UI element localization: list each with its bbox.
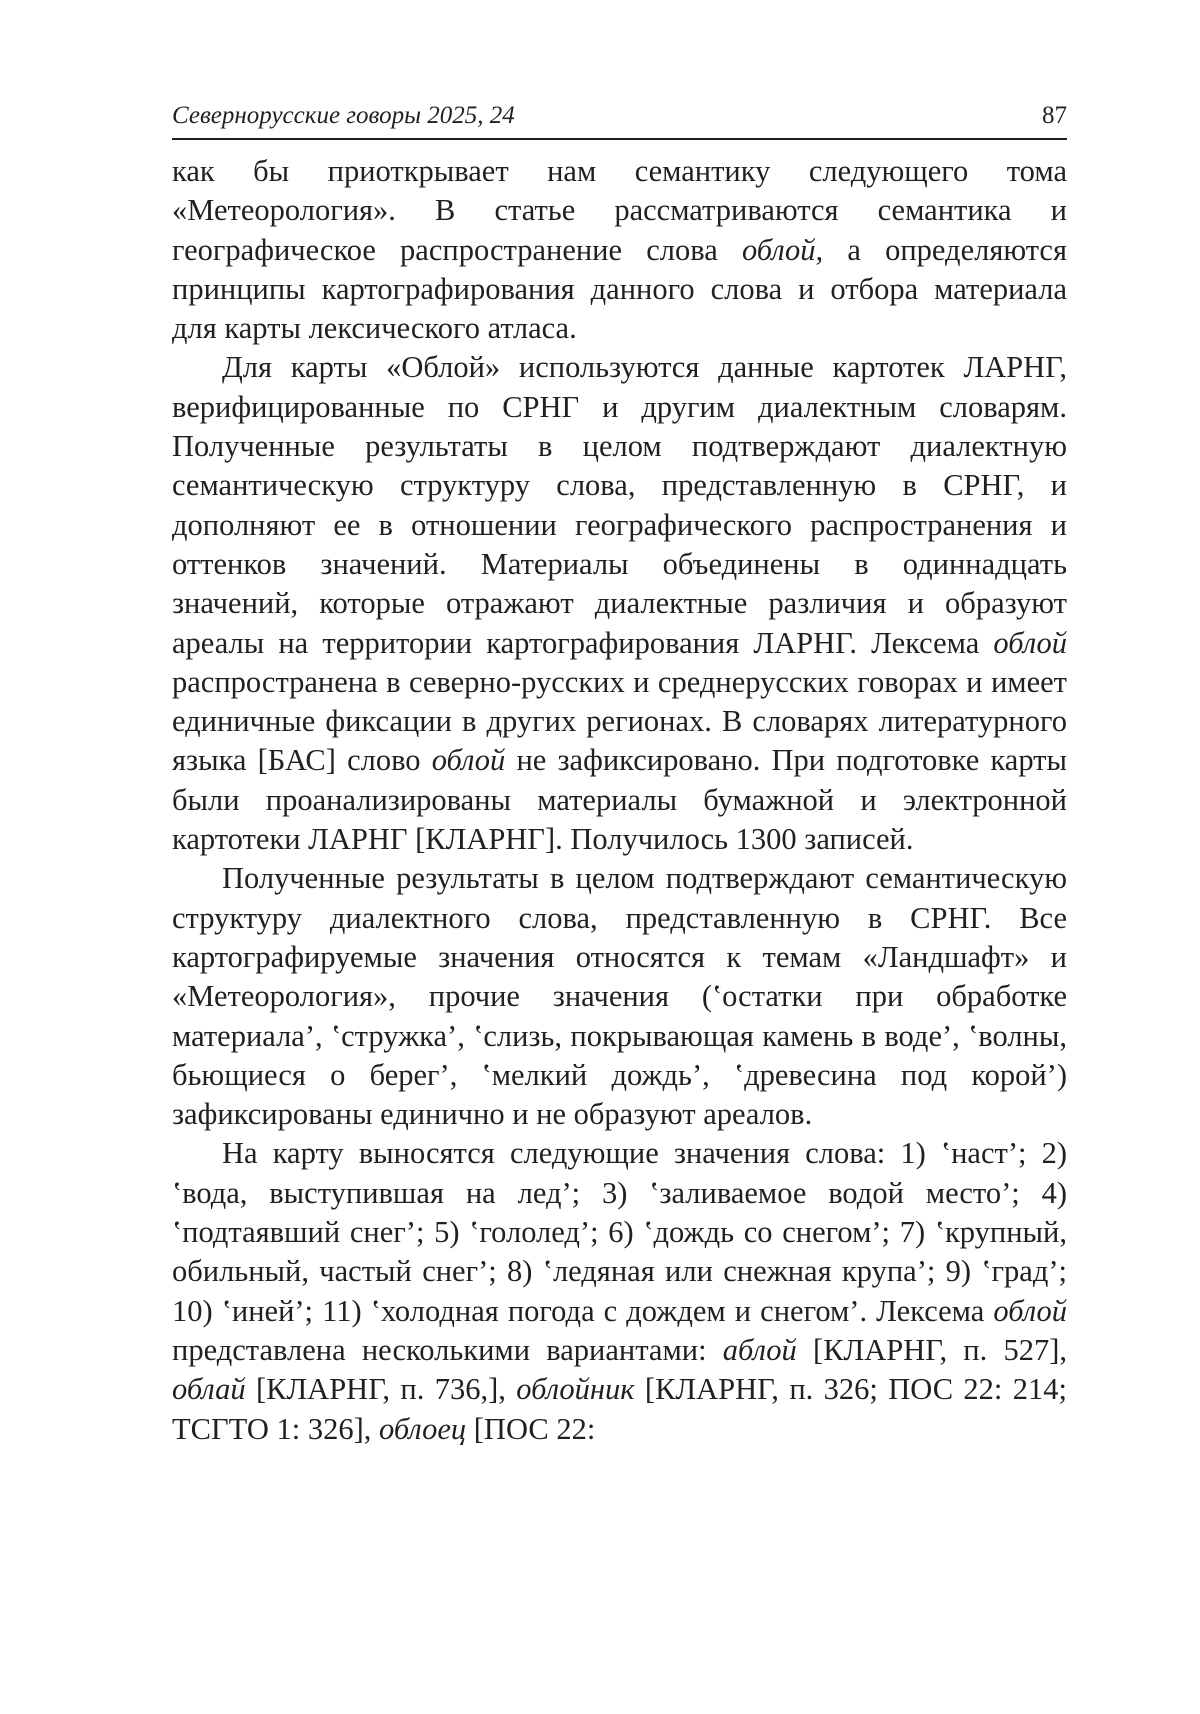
paragraph bbox=[172, 152, 1067, 348]
paragraph bbox=[172, 1134, 1067, 1448]
paragraph bbox=[172, 348, 1067, 859]
text-run: как бы приоткрывает нам семантику следующего тома «Метеорология». В статье рассматриваются семантика и географическое распространение слова bbox=[172, 154, 1067, 267]
italic-term: облоец bbox=[379, 1411, 467, 1446]
body-text bbox=[172, 152, 1067, 1449]
text-run: представлена несколькими вариантами: bbox=[172, 1332, 723, 1367]
text-run: [ПОС 22: bbox=[466, 1411, 596, 1446]
text-run: Полученные результаты в целом подтверждают семантическую структуру диалектного слова, представленную в СРНГ. Все картографируемые значения относятся к темам «Ландшафт» и «Метеорология», прочие значения (ʽостатки при обработке материала’, ʽстружка’, ʽслизь, покрывающая камень в воде’, ʽволны, бьющиеся о берег’, ʽмелкий дождь’, ʽдревесина под корой’) зафиксированы единично и не образуют ареалов. bbox=[172, 861, 1067, 1132]
page-number: 87 bbox=[1042, 102, 1067, 129]
text-run: распространена в северно-русских и среднерусских говорах и имеет единичные фиксации в других регионах. В словарях литературного языка [БАС] слово bbox=[172, 664, 1067, 778]
text-run: На карту выносятся следующие значения слова: 1) ʽнаст’; 2) ʽвода, выступившая на лед’; 3) ʽзаливаемое водой место’; 4) ʽподтаявший снег’; 5) ʽгололед’; 6) ʽдождь со снегом’; 7) ʽкрупный, обильный, частый снег’; 8) ʽледяная или снежная крупа’; 9) ʽград’; 10) ʽиней’; 11) ʽхолодная погода с дождем и снегом’. Лексема bbox=[172, 1136, 1067, 1328]
italic-term: облой, bbox=[741, 232, 824, 267]
text-run: [КЛАРНГ, п. 736,], bbox=[245, 1372, 517, 1407]
text-run: не зафиксировано. При подготовке карты были проанализированы материалы бумажной и электронной картотеки ЛАРНГ [КЛАРНГ]. Получилось 1300 записей. bbox=[172, 743, 1067, 857]
italic-term: аблой bbox=[722, 1332, 797, 1367]
running-header bbox=[172, 100, 1067, 140]
italic-term: облой bbox=[993, 1293, 1067, 1328]
paragraph bbox=[172, 859, 1067, 1134]
text-run: [КЛАРНГ, п. 527], bbox=[796, 1332, 1068, 1367]
italic-term: облой bbox=[993, 625, 1067, 660]
running-title: Севернорусские говоры 2025, 24 bbox=[172, 102, 515, 129]
italic-term: облойник bbox=[516, 1372, 635, 1407]
text-run: [КЛАРНГ, п. 326; ПОС 22: 214; ТСГТО 1: 326], bbox=[172, 1372, 1068, 1446]
italic-term: облай bbox=[172, 1372, 246, 1407]
italic-term: облой bbox=[431, 743, 506, 778]
text-run: а определяются принципы картографирования данного слова и отбора материала для карты лексического атласа. bbox=[172, 232, 1068, 346]
document-page bbox=[172, 100, 1067, 1449]
text-run: Для карты «Облой» используются данные картотек ЛАРНГ, верифицированные по СРНГ и другим диалектным словарям. Полученные результаты в целом подтверждают диалектную семантическую структуру слова, представленную в СРНГ, и дополняют ее в отношении географического распространения и оттенков значений. Материалы объединены в одиннадцать значений, которые отражают диалектные различия и образуют ареалы на территории картографирования ЛАРНГ. Лексема bbox=[172, 350, 1067, 660]
